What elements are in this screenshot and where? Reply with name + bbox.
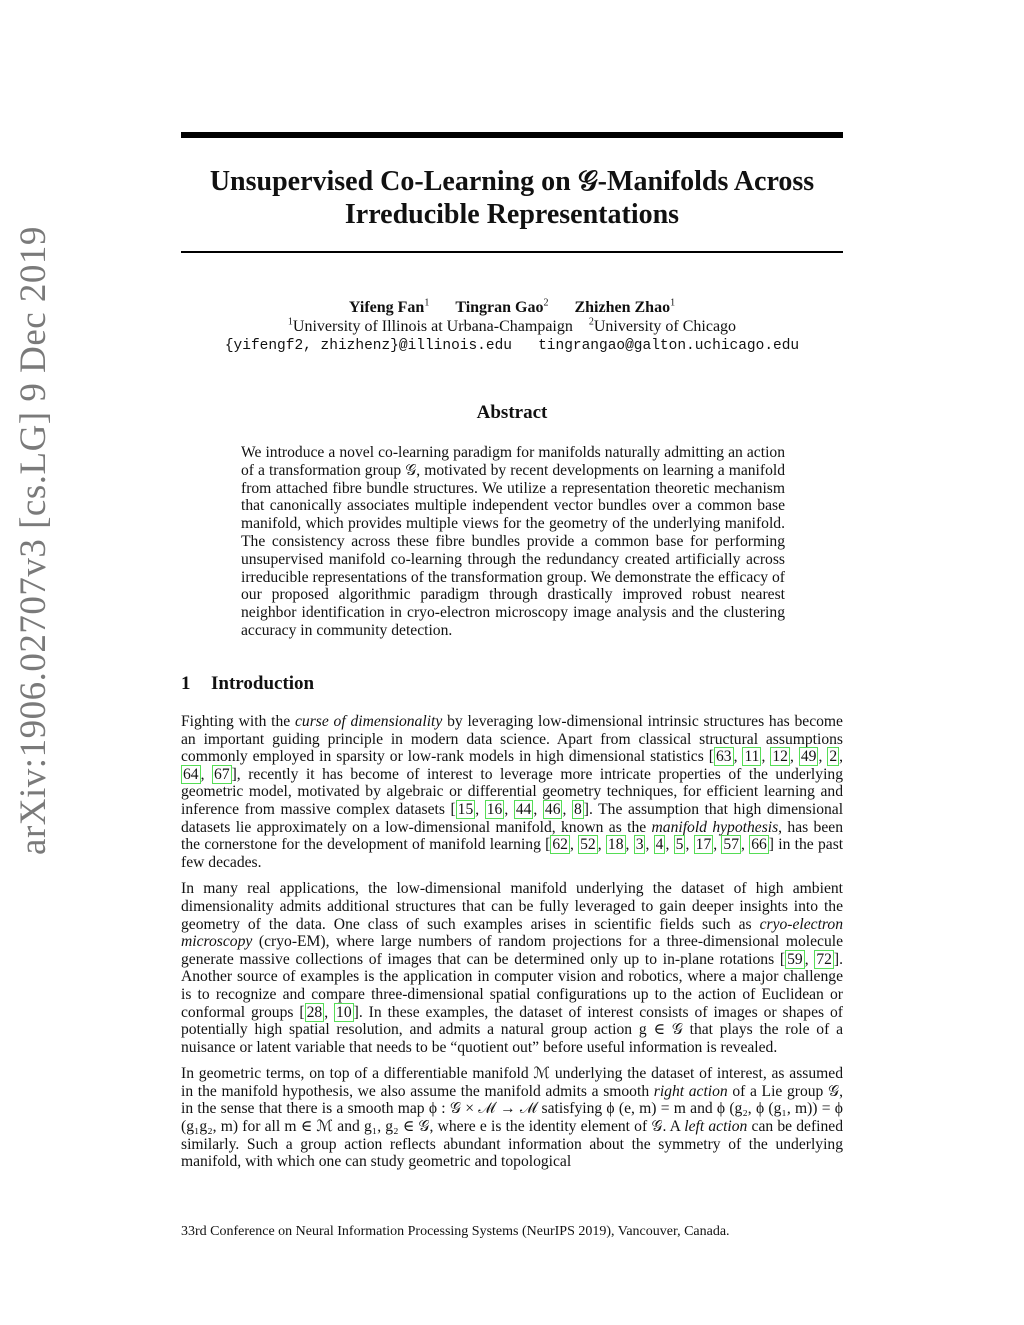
- citation-link[interactable]: 64: [183, 765, 199, 783]
- citation-link[interactable]: 11: [744, 748, 760, 766]
- citation-link[interactable]: 4: [655, 836, 664, 854]
- citation-link[interactable]: 72: [816, 950, 832, 968]
- section-heading: 1 Introduction: [181, 673, 315, 694]
- citation-link[interactable]: 8: [573, 800, 582, 818]
- author-name: Yifeng Fan: [348, 299, 425, 316]
- affiliations: $^1$University of Illinois at Urbana-Champaign $^2$University of Chicago: [287, 316, 737, 335]
- citation-link[interactable]: 3: [635, 836, 644, 854]
- citation-link[interactable]: 52: [580, 836, 596, 854]
- citation-link[interactable]: 2: [829, 748, 838, 766]
- citation-link[interactable]: 66: [751, 836, 767, 854]
- author-name: Zhizhen Zhao: [574, 299, 671, 316]
- author-emails: {yifengf2, zhizhenz}@illinois.edu tingrangao@galton.uchicago.edu: [224, 338, 800, 354]
- paragraph: In geometric terms, on top of a differentiable manifold ℳ underlying the dataset of interest, as assumed in the manifold hypothesis, we also assume the manifold admits a smooth right action of a Lie group 𝒢, in the sense that there is a smooth map ϕ : 𝒢 × ℳ → ℳ satisfying ϕ (e, m) = m and ϕ (g₂, ϕ (g₁, m)) = ϕ (g₁g₂, m) for all m ∈ ℳ and g₁, g₂ ∈ 𝒢, where e is the identity element of 𝒢. A left action can be defined similarly. Such a group action reflects abundant information about the symmetry of the underlying manifold, with which one can study geometric and topological: [181, 1065, 844, 1171]
- citation-link[interactable]: 12: [772, 748, 788, 766]
- abstract-text: We introduce a novel co-learning paradigm for manifolds naturally admitting an action of a transformation group 𝒢, motivated by recent developments on learning a manifold from attached fibre bundle structures. We utilize a representation theoretic mechanism that canonically associates multiple independent vector bundles over a common base manifold, which provides multiple views for the geometry of the underlying manifold. The consistency across these fibre bundles provide a common base for performing unsupervised manifold co-learning through the redundancy created artificially across irreducible representations of the transformation group. We demonstrate the efficacy of our proposed algorithmic paradigm through drastically improved robust nearest neighbor identification in cryo-electron microscopy image analysis and the clustering accuracy in community detection.: [241, 444, 785, 639]
- citation-link[interactable]: 18: [607, 836, 624, 854]
- citation-link[interactable]: 44: [515, 800, 532, 818]
- title-rule-bottom: [181, 251, 843, 253]
- author-list: Yifeng Fan$^1$ Tingran Gao$^2$ Zhizhen Zhao$^1$: [348, 297, 676, 316]
- citation-link[interactable]: 62: [552, 836, 568, 854]
- abstract-heading: Abstract: [476, 402, 548, 423]
- citation-link[interactable]: 5: [675, 836, 684, 854]
- citation-link[interactable]: 46: [544, 800, 561, 818]
- citation-link[interactable]: 28: [306, 1003, 323, 1021]
- citation-link[interactable]: 15: [457, 800, 474, 818]
- title-rule-top: [181, 132, 843, 138]
- citation-link[interactable]: 57: [723, 836, 740, 854]
- citation-link[interactable]: 67: [214, 765, 230, 783]
- citation-link[interactable]: 63: [715, 748, 732, 766]
- citation-link[interactable]: 16: [486, 800, 503, 818]
- paper-title: Unsupervised Co-Learning on 𝒢-Manifolds Across Irreducible Representations: [209, 166, 815, 230]
- citation-link[interactable]: 17: [695, 836, 712, 854]
- citation-link[interactable]: 10: [336, 1003, 352, 1021]
- body-text: [181, 713, 843, 1180]
- paragraph: In many real applications, the low-dimensional manifold underlying the dataset of high ambient dimensionality admits additional structures that can be fully leveraged to gain deeper insights into the geometry of the data. One class of such examples arises in scientific fields such as cryo-electron microscopy (cryo-EM), where large numbers of random projections for a three-dimensional molecule generate massive collections of images that can be determined only up to in-plane rotations [ 59 , 72 ]. Another source of examples is the application in computer vision and robotics, where a major challenge is to recognize and compare three-dimensional spatial configurations up to the action of Euclidean or conformal groups [ 28 , 10 ]. In these examples, the dataset of interest consists of images or shapes of potentially high spatial resolution, and admits a natural group action g ∈ 𝒢 that plays the role of a nuisance or latent variable that needs to be “quotient out” before useful information is revealed.: [181, 880, 843, 1056]
- arxiv-identifier: arXiv:1906.02707v3 [cs.LG] 9 Dec 2019: [12, 225, 54, 855]
- conference-footer: 33rd Conference on Neural Information Processing Systems (NeurIPS 2019), Vancouver, Canada.: [181, 1224, 730, 1239]
- author-name: Tingran Gao: [455, 299, 544, 316]
- citation-link[interactable]: 59: [787, 950, 803, 968]
- paragraph: Fighting with the curse of dimensionality by leveraging low-dimensional intrinsic structures has become an important guiding principle in modern data science. Apart from classical structural assumptions commonly employed in sparsity or low-rank models in high dimensional statistics [ 63 , 11 , 12 , 49 , 2 , 64 , 67 ], recently it has become of interest to leverage more intricate properties of the underlying geometric model, motivated by algebraic or differential geometry techniques, for efficient learning and inference from massive complex datasets [ 15 , 16 , 44 , 46 , 8 ]. The assumption that high dimensional datasets lie approximately on a low-dimensional manifold, known as the manifold hypothesis, has been the cornerstone for the development of manifold learning [ 62 , 52 , 18 , 3 , 4 , 5 , 17 , 57 , 66 ] in the past few decades.: [181, 713, 844, 871]
- citation-link[interactable]: 49: [800, 748, 817, 766]
